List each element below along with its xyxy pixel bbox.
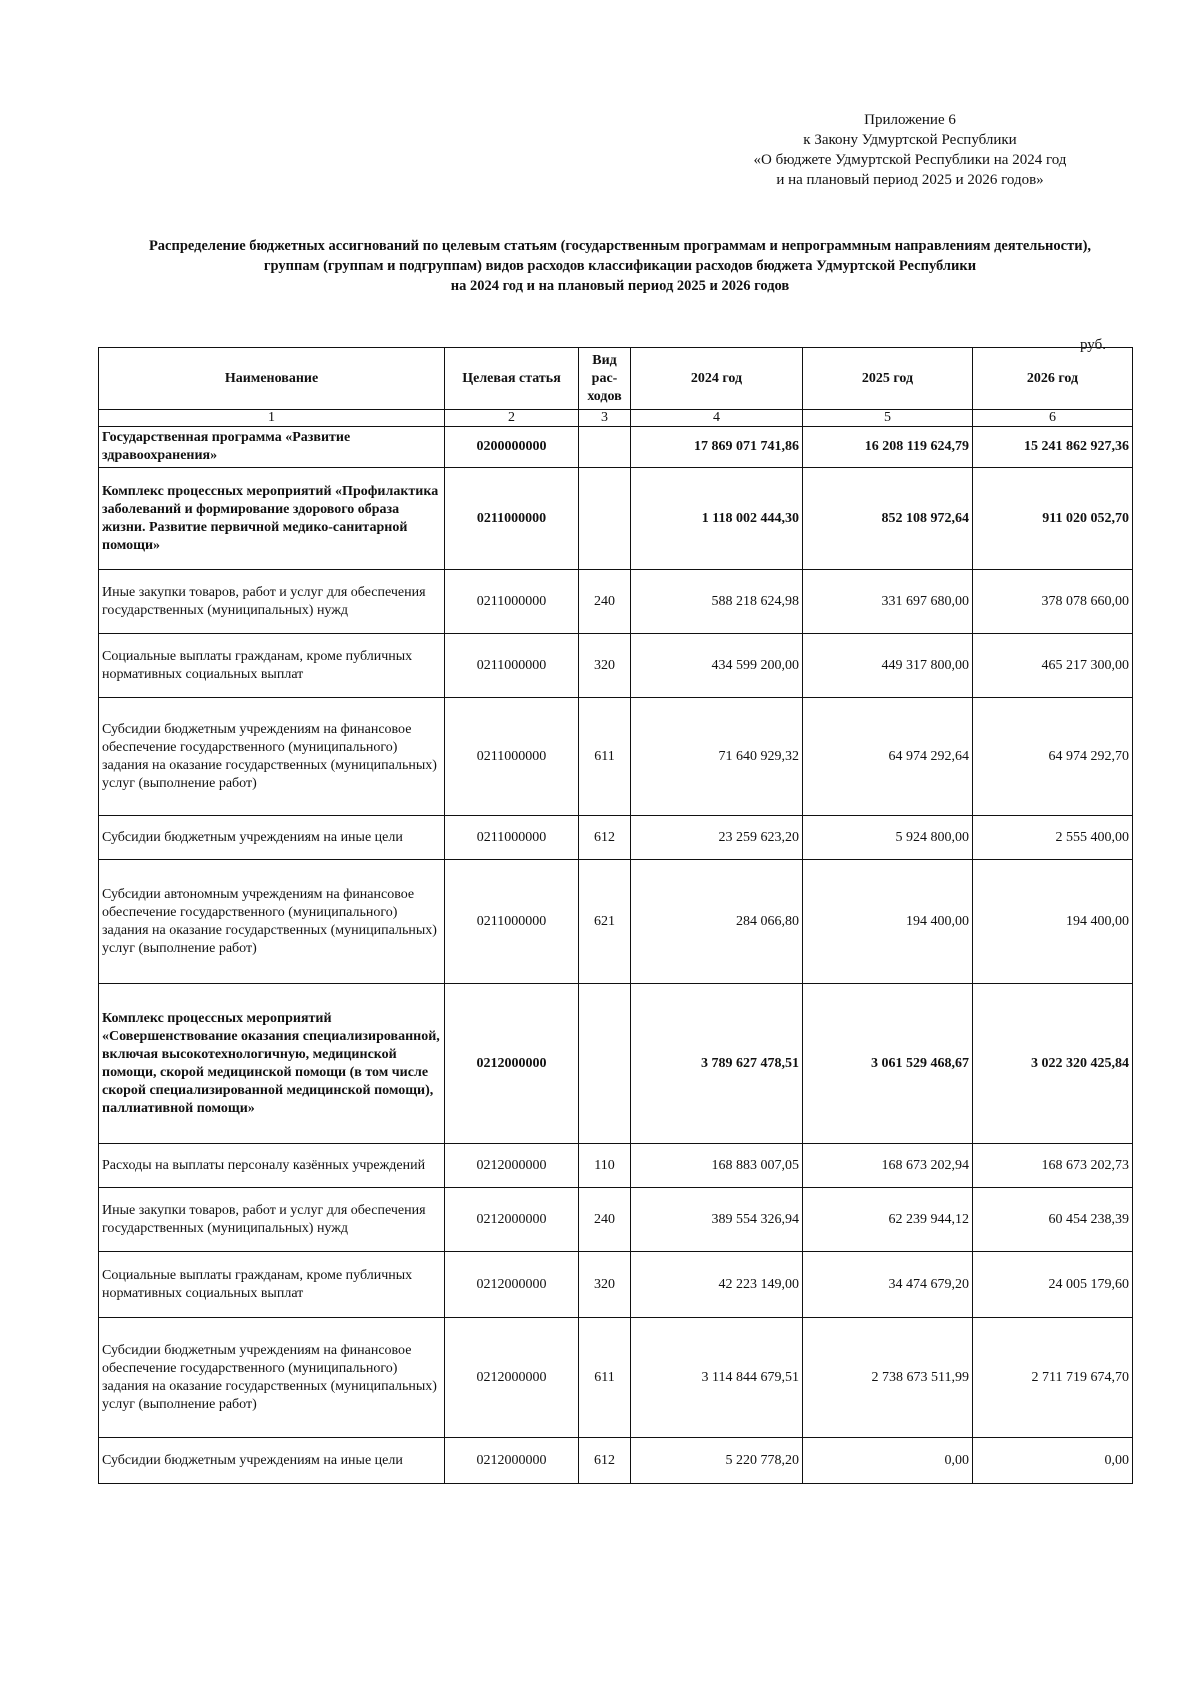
row-2026: 911 020 052,70 (973, 468, 1133, 570)
row-vid: 320 (579, 1252, 631, 1318)
row-2025: 34 474 679,20 (803, 1252, 973, 1318)
header-vid: Вид рас-ходов (579, 348, 631, 410)
row-2025: 331 697 680,00 (803, 570, 973, 634)
row-code: 0211000000 (445, 816, 579, 860)
appendix-line: Приложение 6 (864, 112, 956, 128)
row-name: Субсидии бюджетным учреждениям на финансовое обеспечение государственного (муниципального) задания на оказание государственных (муниципальных) услуг (выполнение работ) (99, 698, 445, 816)
row-2024: 389 554 326,94 (631, 1188, 803, 1252)
index-cell: 1 (99, 410, 445, 427)
row-2024: 588 218 624,98 (631, 570, 803, 634)
row-2024: 5 220 778,20 (631, 1438, 803, 1484)
row-name: Расходы на выплаты персоналу казённых учреждений (99, 1144, 445, 1188)
document-title (90, 236, 1150, 296)
table-row (99, 698, 1133, 816)
row-vid: 612 (579, 816, 631, 860)
row-vid: 611 (579, 1318, 631, 1438)
index-cell: 3 (579, 410, 631, 427)
row-code: 0212000000 (445, 1144, 579, 1188)
row-vid: 240 (579, 570, 631, 634)
row-2025: 194 400,00 (803, 860, 973, 984)
row-2026: 378 078 660,00 (973, 570, 1133, 634)
row-name: Субсидии бюджетным учреждениям на иные цели (99, 1438, 445, 1484)
row-name: Социальные выплаты гражданам, кроме публичных нормативных социальных выплат (99, 634, 445, 698)
index-cell: 4 (631, 410, 803, 427)
row-name: Субсидии бюджетным учреждениям на иные цели (99, 816, 445, 860)
row-code: 0212000000 (445, 1438, 579, 1484)
row-2024: 3 789 627 478,51 (631, 984, 803, 1144)
index-cell: 6 (973, 410, 1133, 427)
row-name: Иные закупки товаров, работ и услуг для обеспечения государственных (муниципальных) нужд (99, 1188, 445, 1252)
table-row (99, 468, 1133, 570)
row-vid (579, 468, 631, 570)
row-name: Иные закупки товаров, работ и услуг для обеспечения государственных (муниципальных) нужд (99, 570, 445, 634)
row-code: 0211000000 (445, 634, 579, 698)
row-2024: 1 118 002 444,30 (631, 468, 803, 570)
row-2026: 3 022 320 425,84 (973, 984, 1133, 1144)
row-2026: 2 711 719 674,70 (973, 1318, 1133, 1438)
row-code: 0211000000 (445, 698, 579, 816)
row-code: 0211000000 (445, 468, 579, 570)
row-name: Социальные выплаты гражданам, кроме публичных нормативных социальных выплат (99, 1252, 445, 1318)
title-line: на 2024 год и на плановый период 2025 и 2026 годов (450, 278, 790, 294)
appendix-line: к Закону Удмуртской Республики (803, 132, 1017, 148)
row-2024: 23 259 623,20 (631, 816, 803, 860)
row-vid: 621 (579, 860, 631, 984)
table-row (99, 427, 1133, 468)
row-vid (579, 984, 631, 1144)
title-line: группам (группам и подгруппам) видов расходов классификации расходов бюджета Удмуртской Республики (263, 258, 977, 274)
table-row (99, 816, 1133, 860)
table-row (99, 570, 1133, 634)
row-name: Субсидии бюджетным учреждениям на финансовое обеспечение государственного (муниципального) задания на оказание государственных (муниципальных) услуг (выполнение работ) (99, 1318, 445, 1438)
header-code: Целевая статья (445, 348, 579, 410)
row-code: 0212000000 (445, 1318, 579, 1438)
row-2026: 168 673 202,73 (973, 1144, 1133, 1188)
row-2025: 16 208 119 624,79 (803, 427, 973, 468)
row-2025: 852 108 972,64 (803, 468, 973, 570)
table-row (99, 1144, 1133, 1188)
table-row (99, 634, 1133, 698)
currency-unit: руб. (1080, 337, 1106, 353)
row-code: 0212000000 (445, 1252, 579, 1318)
row-2025: 62 239 944,12 (803, 1188, 973, 1252)
row-2025: 64 974 292,64 (803, 698, 973, 816)
row-2025: 3 061 529 468,67 (803, 984, 973, 1144)
row-2026: 24 005 179,60 (973, 1252, 1133, 1318)
row-2025: 5 924 800,00 (803, 816, 973, 860)
row-2024: 434 599 200,00 (631, 634, 803, 698)
row-vid: 320 (579, 634, 631, 698)
row-2025: 168 673 202,94 (803, 1144, 973, 1188)
row-code: 0212000000 (445, 1188, 579, 1252)
row-2024: 168 883 007,05 (631, 1144, 803, 1188)
appendix-header (700, 110, 1120, 190)
row-2024: 71 640 929,32 (631, 698, 803, 816)
appendix-line: и на плановый период 2025 и 2026 годов» (776, 172, 1044, 188)
title-line: Распределение бюджетных ассигнований по целевым статьям (государственным программам и непрограммным направлениям деятельности), (148, 238, 1092, 254)
row-vid: 611 (579, 698, 631, 816)
row-name: Государственная программа «Развитие здравоохранения» (99, 427, 445, 468)
row-2025: 0,00 (803, 1438, 973, 1484)
table-row (99, 1318, 1133, 1438)
header-2024: 2024 год (631, 348, 803, 410)
row-2026: 15 241 862 927,36 (973, 427, 1133, 468)
row-2024: 17 869 071 741,86 (631, 427, 803, 468)
table-row (99, 1252, 1133, 1318)
table-row (99, 1188, 1133, 1252)
row-name: Субсидии автономным учреждениям на финансовое обеспечение государственного (муниципального) задания на оказание государственных (муниципальных) услуг (выполнение работ) (99, 860, 445, 984)
row-2026: 0,00 (973, 1438, 1133, 1484)
appendix-line: «О бюджете Удмуртской Республики на 2024 год (753, 152, 1067, 168)
row-2026: 194 400,00 (973, 860, 1133, 984)
row-code: 0212000000 (445, 984, 579, 1144)
row-2025: 2 738 673 511,99 (803, 1318, 973, 1438)
header-name: Наименование (99, 348, 445, 410)
row-2026: 465 217 300,00 (973, 634, 1133, 698)
row-vid: 612 (579, 1438, 631, 1484)
row-2024: 3 114 844 679,51 (631, 1318, 803, 1438)
row-2024: 42 223 149,00 (631, 1252, 803, 1318)
row-vid: 240 (579, 1188, 631, 1252)
row-code: 0200000000 (445, 427, 579, 468)
row-2026: 2 555 400,00 (973, 816, 1133, 860)
header-2026: 2026 год (973, 348, 1133, 410)
row-code: 0211000000 (445, 570, 579, 634)
row-2026: 64 974 292,70 (973, 698, 1133, 816)
header-2025: 2025 год (803, 348, 973, 410)
row-code: 0211000000 (445, 860, 579, 984)
row-2025: 449 317 800,00 (803, 634, 973, 698)
row-2026: 60 454 238,39 (973, 1188, 1133, 1252)
row-name: Комплекс процессных мероприятий «Профилактика заболеваний и формирование здорового образа жизни. Развитие первичной медико-санитарной помощи» (99, 468, 445, 570)
index-cell: 2 (445, 410, 579, 427)
index-cell: 5 (803, 410, 973, 427)
row-name: Комплекс процессных мероприятий «Совершенствование оказания специализированной, включая высокотехнологичную, медицинской помощи, скорой медицинской помощи (в том числе скорой специализированной медицинской помощи), паллиативной помощи» (99, 984, 445, 1144)
row-vid: 110 (579, 1144, 631, 1188)
row-2024: 284 066,80 (631, 860, 803, 984)
table-row (99, 860, 1133, 984)
row-vid (579, 427, 631, 468)
table-row (99, 1438, 1133, 1484)
budget-table (98, 347, 1133, 1484)
table-row (99, 984, 1133, 1144)
